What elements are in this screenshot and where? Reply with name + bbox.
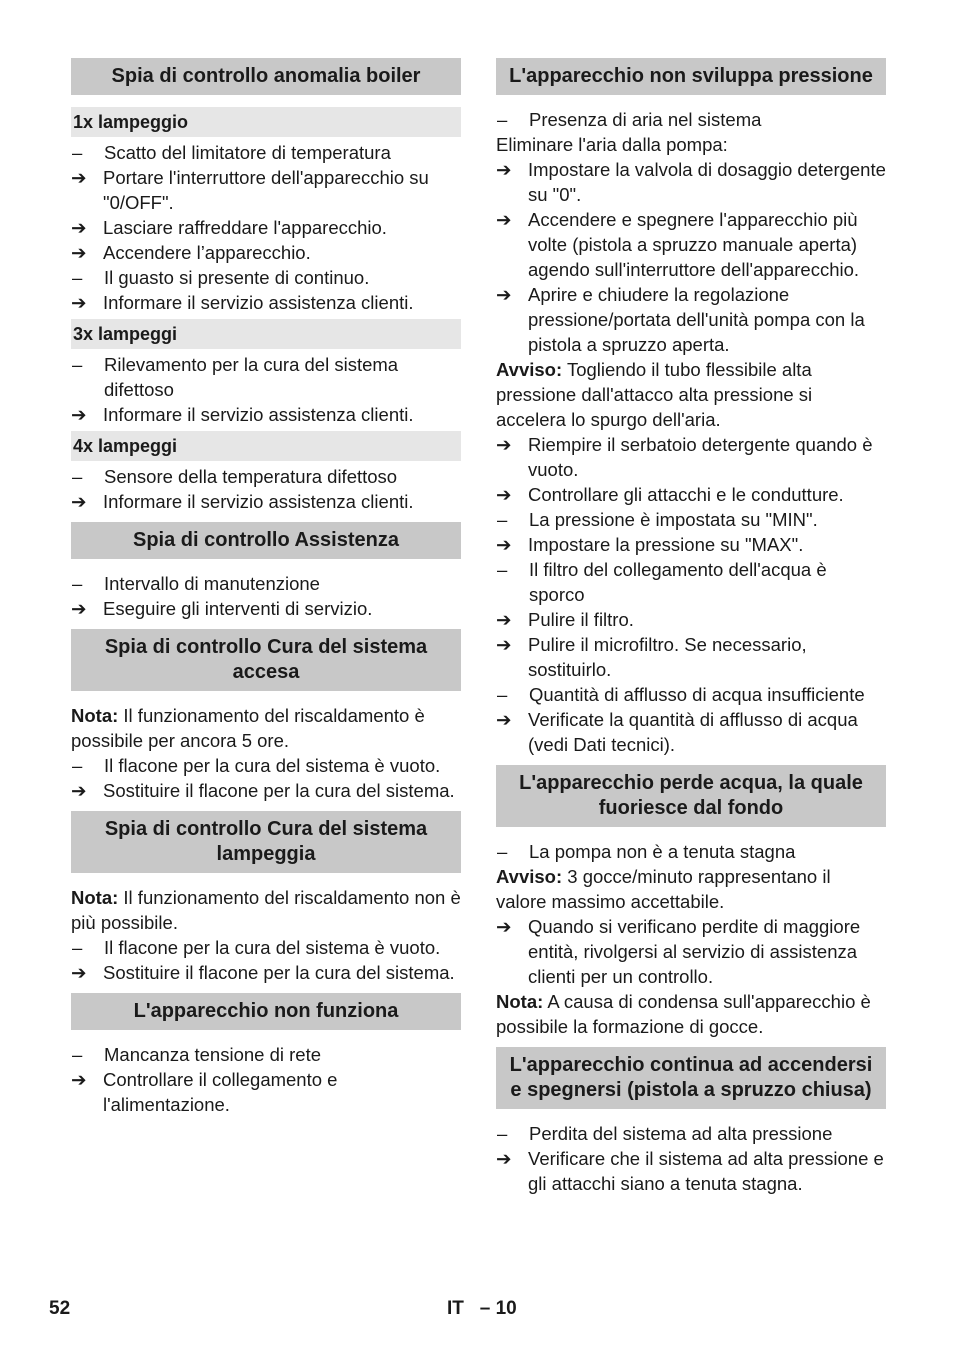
dash-icon: – <box>72 1044 83 1065</box>
arrow-right-icon: ➔ <box>496 434 512 455</box>
action-item: ➔ Informare il servizio assistenza clienti. <box>71 404 414 425</box>
arrow-right-icon: ➔ <box>496 284 512 305</box>
note-paragraph: Avviso: Togliendo il tubo flessibile alta pressione dall'attacco alta pressione si accelera lo spurgo dell'aria. <box>496 359 813 430</box>
subheading: 4x lampeggi <box>71 431 461 461</box>
dash-icon: – <box>497 109 508 130</box>
dash-icon: – <box>72 937 83 958</box>
dash-icon: – <box>72 354 83 375</box>
arrow-right-icon: ➔ <box>496 534 512 555</box>
right-column <box>496 58 886 1196</box>
dash-icon: – <box>497 684 508 705</box>
arrow-right-icon: ➔ <box>496 709 512 730</box>
dash-icon: – <box>497 559 508 580</box>
page-number: 52 <box>49 1298 71 1319</box>
action-item: ➔ Accendere l’apparecchio. <box>71 242 311 263</box>
section-heading: L'apparecchio perde acqua, la quale fuoriesce dal fondo <box>496 765 886 827</box>
action-item: ➔ Informare il servizio assistenza clienti. <box>71 292 414 313</box>
action-item: ➔ Riempire il serbatoio detergente quando è vuoto. <box>496 434 873 480</box>
action-item: ➔ Controllare gli attacchi e le condutture. <box>496 484 844 505</box>
cause-item: – Perdita del sistema ad alta pressione <box>497 1123 833 1144</box>
action-item: ➔ Pulire il microfiltro. Se necessario, sostituirlo. <box>496 634 807 680</box>
dash-icon: – <box>497 841 508 862</box>
action-item: ➔ Accendere e spegnere l'apparecchio più volte (pistola a spruzzo manuale aperta) agendo sull'interruttore dell'apparecchio. <box>496 209 860 280</box>
dash-icon: – <box>72 142 83 163</box>
cause-item: – Quantità di afflusso di acqua insufficiente <box>497 684 865 705</box>
cause-item: – La pompa non è a tenuta stagna <box>497 841 796 862</box>
action-item: ➔ Informare il servizio assistenza clienti. <box>71 491 414 512</box>
cause-item: – Rilevamento per la cura del sistema difettoso <box>72 354 399 400</box>
dash-icon: – <box>72 466 83 487</box>
subheading: 3x lampeggi <box>71 319 461 349</box>
arrow-right-icon: ➔ <box>496 609 512 630</box>
cause-item: – Presenza di aria nel sistema <box>497 109 762 130</box>
note-label: Nota: <box>71 887 119 908</box>
arrow-right-icon: ➔ <box>496 484 512 505</box>
cause-item: – Il guasto si presente di continuo. <box>72 267 370 288</box>
action-item: ➔ Aprire e chiudere la regolazione pressione/portata dell'unità pompa con la pistola a spruzzo aperta. <box>496 284 865 355</box>
section-heading: Spia di controllo Assistenza <box>71 522 461 559</box>
dash-icon: – <box>497 509 508 530</box>
action-item: ➔ Sostituire il flacone per la cura del sistema. <box>71 780 455 801</box>
action-item: ➔ Impostare la pressione su "MAX". <box>496 534 804 555</box>
section-heading: Spia di controllo Cura del sistema accesa <box>71 629 461 691</box>
dash-icon: – <box>72 573 83 594</box>
cause-item: – La pressione è impostata su "MIN". <box>497 509 818 530</box>
arrow-right-icon: ➔ <box>71 491 87 512</box>
action-item: ➔ Verificare che il sistema ad alta pressione e gli attacchi siano a tenuta stagna. <box>496 1148 884 1194</box>
arrow-right-icon: ➔ <box>71 167 87 188</box>
arrow-right-icon: ➔ <box>496 916 512 937</box>
cause-item: – Il filtro del collegamento dell'acqua è sporco <box>497 559 827 605</box>
action-item: ➔ Sostituire il flacone per la cura del sistema. <box>71 962 455 983</box>
action-item: ➔ Verificate la quantità di afflusso di acqua (vedi Dati tecnici). <box>496 709 858 755</box>
action-item: ➔ Portare l'interruttore dell'apparecchio su "0/OFF". <box>71 167 429 213</box>
note-label: Avviso: <box>496 866 563 887</box>
section-heading: L'apparecchio continua ad accendersi e spegnersi (pistola a spruzzo chiusa) <box>496 1047 886 1109</box>
subheading: 1x lampeggio <box>71 107 461 137</box>
note-paragraph: Avviso: 3 gocce/minuto rappresentano il valore massimo accettabile. <box>496 866 831 912</box>
note-label: Avviso: <box>496 359 563 380</box>
dash-icon: – <box>497 1123 508 1144</box>
arrow-right-icon: ➔ <box>71 1069 87 1090</box>
arrow-right-icon: ➔ <box>71 217 87 238</box>
arrow-right-icon: ➔ <box>71 962 87 983</box>
arrow-right-icon: ➔ <box>496 634 512 655</box>
arrow-right-icon: ➔ <box>496 159 512 180</box>
cause-item: – Il flacone per la cura del sistema è vuoto. <box>72 755 441 776</box>
arrow-right-icon: ➔ <box>71 242 87 263</box>
page-language-tag: IT – 10 <box>447 1298 517 1319</box>
section-heading: Spia di controllo Cura del sistema lampeggia <box>71 811 461 873</box>
note-paragraph: Nota: A causa di condensa sull'apparecchio è possibile la formazione di gocce. <box>496 991 871 1037</box>
section-heading: L'apparecchio non funziona <box>71 993 461 1030</box>
cause-item: – Scatto del limitatore di temperatura <box>72 142 391 163</box>
action-item: ➔ Lasciare raffreddare l'apparecchio. <box>71 217 387 238</box>
action-item: ➔ Controllare il collegamento e l'alimentazione. <box>71 1069 338 1115</box>
cause-item: – Mancanza tensione di rete <box>72 1044 321 1065</box>
arrow-right-icon: ➔ <box>71 292 87 313</box>
action-item: ➔ Eseguire gli interventi di servizio. <box>71 598 373 619</box>
note-label: Nota: <box>496 991 544 1012</box>
arrow-right-icon: ➔ <box>496 1148 512 1169</box>
arrow-right-icon: ➔ <box>71 598 87 619</box>
section-heading: Spia di controllo anomalia boiler <box>71 58 461 95</box>
instruction-paragraph: Eliminare l'aria dalla pompa: <box>496 134 728 155</box>
action-item: ➔ Pulire il filtro. <box>496 609 634 630</box>
note-label: Nota: <box>71 705 119 726</box>
cause-item: – Intervallo di manutenzione <box>72 573 320 594</box>
note-paragraph: Nota: Il funzionamento del riscaldamento non è più possibile. <box>71 887 461 933</box>
cause-item: – Il flacone per la cura del sistema è vuoto. <box>72 937 441 958</box>
arrow-right-icon: ➔ <box>71 404 87 425</box>
action-item: ➔ Impostare la valvola di dosaggio detergente su "0". <box>496 159 886 205</box>
dash-icon: – <box>72 755 83 776</box>
cause-item: – Sensore della temperatura difettoso <box>72 466 398 487</box>
dash-icon: – <box>72 267 83 288</box>
arrow-right-icon: ➔ <box>71 780 87 801</box>
action-item: ➔ Quando si verificano perdite di maggiore entità, rivolgersi al servizio di assistenza clienti per un controllo. <box>496 916 861 987</box>
left-column <box>71 58 461 1117</box>
section-heading: L'apparecchio non sviluppa pressione <box>496 58 886 95</box>
note-paragraph: Nota: Il funzionamento del riscaldamento è possibile per ancora 5 ore. <box>71 705 425 751</box>
arrow-right-icon: ➔ <box>496 209 512 230</box>
